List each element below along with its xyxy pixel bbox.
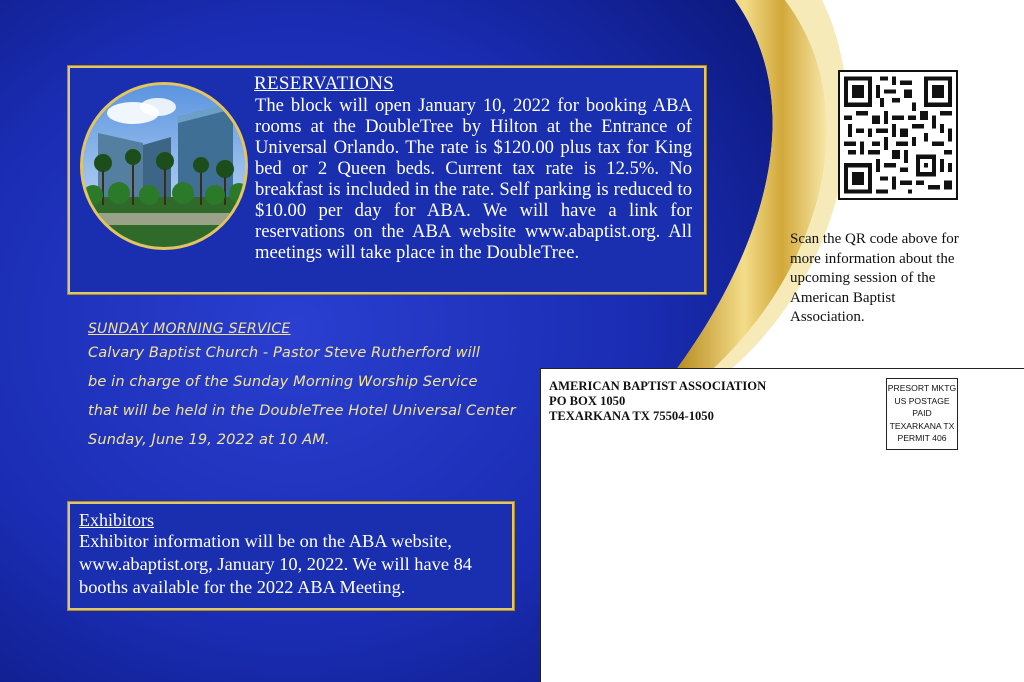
address-line: TEXARKANA TX 75504-1050 bbox=[549, 409, 714, 423]
permit-line: PAID bbox=[912, 408, 932, 418]
postage-permit-indicia bbox=[886, 378, 958, 450]
sunday-service-line: that will be held in the DoubleTree Hotel Universal Center bbox=[88, 402, 516, 419]
reservations-title: RESERVATIONS bbox=[254, 73, 395, 94]
reservations-box bbox=[68, 66, 706, 294]
sunday-service-line: be in charge of the Sunday Morning Worship Service bbox=[88, 373, 478, 390]
reservations-text bbox=[80, 95, 692, 263]
permit-line: PRESORT MKTG bbox=[887, 383, 957, 393]
sunday-service-section bbox=[88, 321, 518, 454]
exhibitors-title: Exhibitors bbox=[79, 510, 154, 530]
sunday-service-text bbox=[88, 338, 518, 454]
qr-code-icon[interactable] bbox=[838, 70, 958, 200]
sunday-service-title: SUNDAY MORNING SERVICE bbox=[88, 321, 291, 337]
qr-caption: Scan the QR code above for more information about the upcoming session of the American Baptist Association. bbox=[790, 231, 959, 325]
address-line: AMERICAN BAPTIST ASSOCIATION bbox=[549, 379, 767, 393]
permit-line: TEXARKANA TX bbox=[889, 420, 955, 431]
return-address bbox=[549, 379, 766, 424]
reservations-body: The block will open January 10, 2022 for booking ABA rooms at the DoubleTree by Hilton at the Entrance of Universal Orlando. The rate is $120.00 plus tax for King bed or 2 Queen beds. Current tax rate is 12.5%. No breakfast is included in the rate. Self parking is reduced to $10.00 per day for ABA. We will have a link for reservations on the ABA website www.abaptist.org. All meetings will take place in the DoubleTree. bbox=[255, 95, 692, 263]
exhibitors-box bbox=[68, 502, 514, 610]
address-line: PO BOX 1050 bbox=[549, 394, 626, 408]
permit-line: PERMIT 406 bbox=[897, 433, 947, 443]
exhibitors-text: Exhibitor information will be on the ABA website, www.abaptist.org, January 10, 2022. We will have 84 booths available for the 2022 ABA Meeting. bbox=[79, 531, 472, 597]
sunday-service-line: Sunday, June 19, 2022 at 10 AM. bbox=[88, 431, 330, 448]
permit-line: US POSTAGE bbox=[894, 395, 950, 406]
sunday-service-line: Calvary Baptist Church - Pastor Steve Rutherford will bbox=[88, 344, 481, 361]
mailing-panel bbox=[540, 368, 1024, 682]
